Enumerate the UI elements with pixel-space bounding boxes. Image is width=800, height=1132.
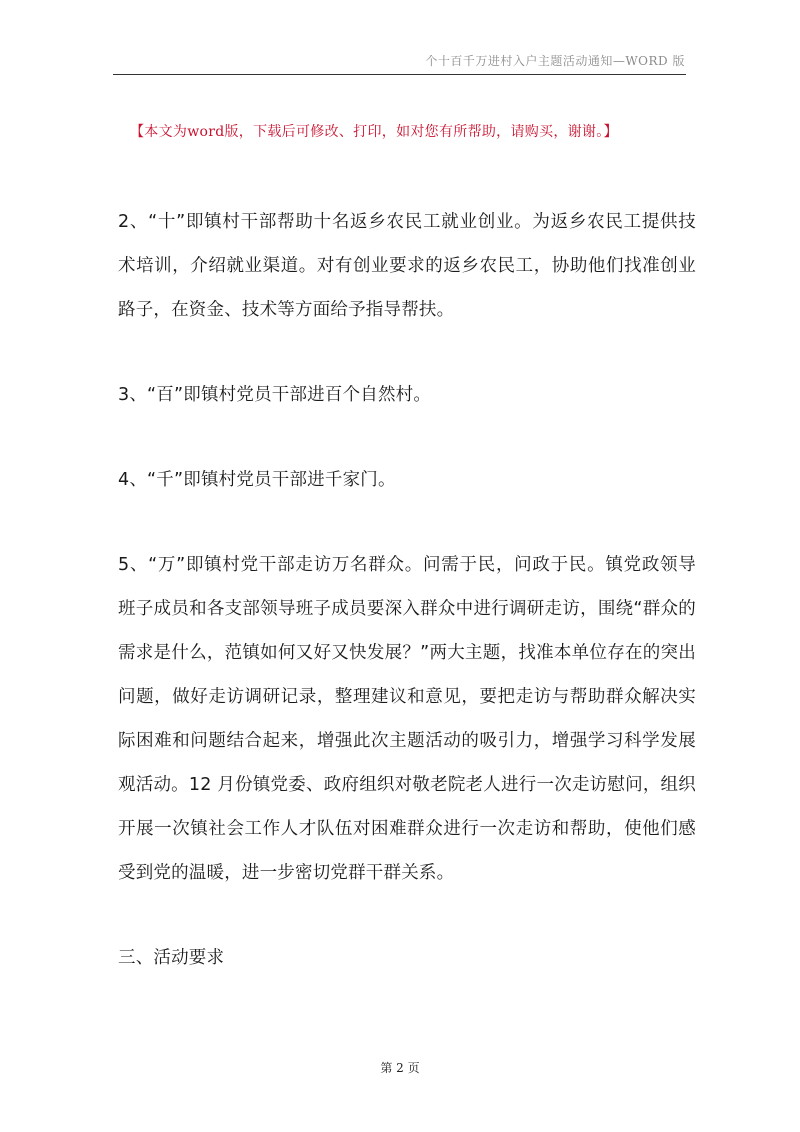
section-heading-activity-requirements: 三、活动要求 xyxy=(118,948,225,968)
purchase-notice: 【本文为word版，下载后可修改、打印，如对您有所帮助，请购买，谢谢。】 xyxy=(130,124,618,140)
document-body xyxy=(118,200,696,980)
paragraph-item-3: 3、“百”即镇村党员干部进百个自然村。 xyxy=(118,385,432,405)
document-header-title: 个十百千万进村入户主题活动通知—WORD 版 xyxy=(425,54,685,68)
header-divider xyxy=(113,74,686,75)
paragraph-item-2: 2、“十”即镇村干部帮助十名返乡农民工就业创业。为返乡农民工提供技术培训，介绍就业渠道。对有创业要求的返乡农民工，协助他们找准创业路子，在资金、技术等方面给予指导帮扶。 xyxy=(118,212,696,320)
paragraph-item-5: 5、“万”即镇村党干部走访万名群众。问需于民，问政于民。镇党政领导班子成员和各支部领导班子成员要深入群众中进行调研走访，围绕“群众的需求是什么，范镇如何又好又快发展？”两大主题，找准本单位存在的突出问题，做好走访调研记录，整理建议和意见，要把走访与帮助群众解决实际困难和问题结合起来，增强此次主题活动的吸引力，增强学习科学发展观活动。12 月份镇党委、政府组织对敬老院老人进行一次走访慰问，组织开展一次镇社会工作人才队伍对困难群众进行一次走访和帮助，使他们感受到党的温暖，进一步密切党群干群关系。 xyxy=(118,555,696,883)
paragraph-item-4: 4、“千”即镇村党员干部进千家门。 xyxy=(118,470,396,490)
page-number: 第 2 页 xyxy=(380,1061,420,1075)
